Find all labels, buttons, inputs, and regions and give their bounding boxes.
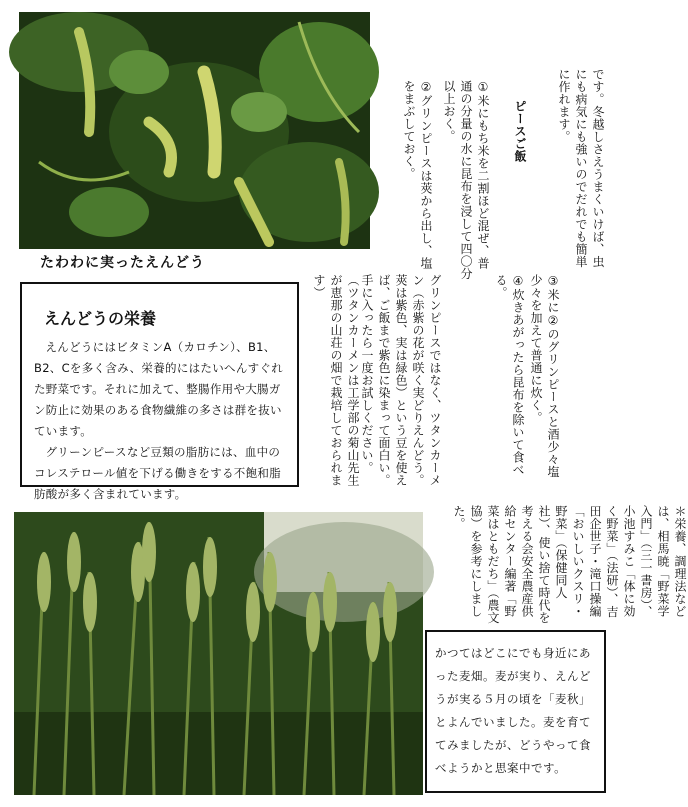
nutrition-title: えんどうの栄養 <box>44 309 157 328</box>
recipe-note-tutankhamun: （ツタンカーメンは工学部の菊山先生が恵那の山荘の畑で栽培しておられます） <box>312 274 360 487</box>
recipe-step-3: ③米に②のグリンピースと酒少々塩少々を加えて普通に炊く。 <box>529 274 560 478</box>
nutrition-paragraph-1: えんどうにはビタミンA（カロチン）、B1、B2、Cを多く含み、栄養的にはたいへんすぐれた野菜です。それに加えて、整腸作用や大腸ガン防止に効果のある食物繊維の多さは群を抜いています。 <box>34 340 284 438</box>
recipe-step-4: ④炊きあがったら昆布を除いて食べる。 <box>494 274 525 476</box>
recipe-step-1: ①米にもち米を二割ほど混ぜ、普通の分量の水に昆布を浸して四〇分以上おく。 <box>442 80 490 280</box>
references: ＊栄養、調理法などは、相馬暁「野菜学入門」（三一書房）、小池すみこ「体に効く野菜」（法研）、吉田企世子・滝口操編「おいしいクスリ・野菜」（保健同人社）、使い捨て時代を考える会安全農産供給センター編著「野菜はともだち」（農文協）を参考にしました。 <box>452 505 687 624</box>
wheat-field-photo <box>14 512 423 795</box>
recipe-note: グリンピースではなく、ツタンカーメン（赤紫の花が咲く実どりえんどう。莢は紫色、実は緑色）という豆を使えば、ご飯まで紫色に染まって面白い。手に入ったら一度お試しください。 <box>360 274 442 487</box>
nutrition-paragraph-2: グリーンピースなど豆類の脂肪には、血中のコレステロール値を下げる働きをする不飽和脂肪酸が多く含まれています。 <box>34 445 281 501</box>
wheat-field-note-box: かつてはどこにでも身近にあった麦畑。麦が実り、えんどうが実る５月の頃を「麦秋」とよんでいました。麦を育ててみましたが、どうやって食べようかと思案中です。 <box>425 630 606 793</box>
recipe-intro: です。冬越しさえうまくいけば、虫にも病気にも強いのでだれでも簡単に作れます。 <box>557 68 605 268</box>
pea-plant-photo <box>19 12 370 249</box>
recipe-title: ピースご飯 <box>513 100 527 163</box>
nutrition-box <box>20 282 299 501</box>
recipe-step-2: ②グリンピースは莢から出し、塩をまぶしておく。 <box>402 80 433 270</box>
pea-photo-caption: たわわに実ったえんどう <box>40 255 205 271</box>
